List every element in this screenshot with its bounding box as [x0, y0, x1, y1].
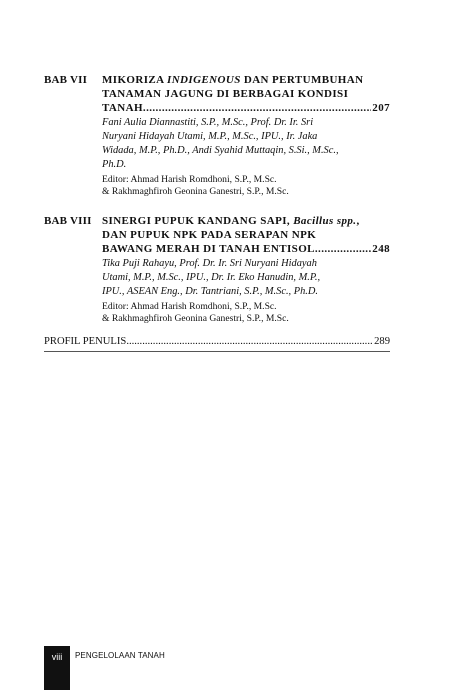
author-line: IPU., ASEAN Eng., Dr. Tantriani, S.P., M.Sc., Ph.D.	[102, 286, 318, 297]
chapter-content	[102, 214, 390, 325]
author-line: Widada, M.P., Ph.D., Andi Syahid Muttaqin, S.Si., M.Sc.,	[102, 145, 339, 156]
footer-page-number: viii	[51, 652, 63, 662]
chapter-authors	[102, 116, 390, 172]
chapter-editors	[102, 301, 390, 325]
author-line: Fani Aulia Diannastiti, S.P., M.Sc., Prof. Dr. Ir. Sri	[102, 117, 314, 128]
title-line-3	[102, 101, 390, 115]
title-line-2: DAN PUPUK NPK PADA SERAPAN NPK	[102, 229, 317, 241]
chapter-title[interactable]	[102, 214, 390, 256]
chapter-label: BAB VII	[44, 74, 88, 86]
page-number: 289	[374, 336, 390, 347]
title-line-1	[102, 214, 390, 228]
dot-leader	[315, 242, 371, 256]
title-text: ,	[356, 215, 360, 227]
title-italic-term: Bacillus spp.	[293, 215, 357, 227]
toc-entry-profil-penulis[interactable]	[44, 335, 390, 349]
title-line-3	[102, 242, 390, 256]
title-line-2: TANAMAN JAGUNG DI BERBAGAI KONDISI	[102, 88, 349, 100]
dot-leader	[143, 101, 371, 115]
title-text: SINERGI PUPUK KANDANG SAPI,	[102, 215, 294, 227]
author-line: Utami, M.P., M.Sc., IPU., Dr. Ir. Eko Hanudin, M.P.,	[102, 272, 321, 283]
footer-book-title: PENGELOLAAN TANAH	[75, 651, 165, 660]
editor-line: & Rakhmaghfiroh Geonina Ganestri, S.P., M.Sc.	[102, 313, 289, 324]
author-line: Ph.D.	[102, 159, 127, 170]
editor-line: Editor: Ahmad Harish Romdhoni, S.P., M.Sc.	[102, 301, 277, 312]
chapter-authors	[102, 257, 390, 299]
title-line-1	[102, 73, 390, 87]
chapter-title[interactable]	[102, 73, 390, 115]
title-text: DAN PERTUMBUHAN	[240, 74, 364, 86]
footer-page-tab	[44, 646, 70, 690]
page-number: 207	[372, 102, 390, 114]
title-italic-term: INDIGENOUS	[167, 74, 241, 86]
title-text: TANAH	[102, 102, 143, 114]
author-line: Tika Puji Rahayu, Prof. Dr. Ir. Sri Nuryani Hidayah	[102, 258, 317, 269]
editor-line: & Rakhmaghfiroh Geonina Ganestri, S.P., M.Sc.	[102, 186, 289, 197]
entry-label: PROFIL PENULIS	[44, 336, 127, 347]
chapter-editors	[102, 174, 390, 198]
author-line: Nuryani Hidayah Utami, M.P., M.Sc., IPU., Ir. Jaka	[102, 131, 318, 142]
title-text: MIKORIZA	[102, 74, 168, 86]
chapter-label: BAB VIII	[44, 215, 92, 227]
page-number: 248	[372, 243, 390, 255]
chapter-content	[102, 73, 390, 198]
title-text: BAWANG MERAH DI TANAH ENTISOL	[102, 243, 315, 255]
editor-line: Editor: Ahmad Harish Romdhoni, S.P., M.Sc.	[102, 174, 277, 185]
divider-line	[44, 351, 390, 352]
dot-leader	[126, 335, 373, 349]
